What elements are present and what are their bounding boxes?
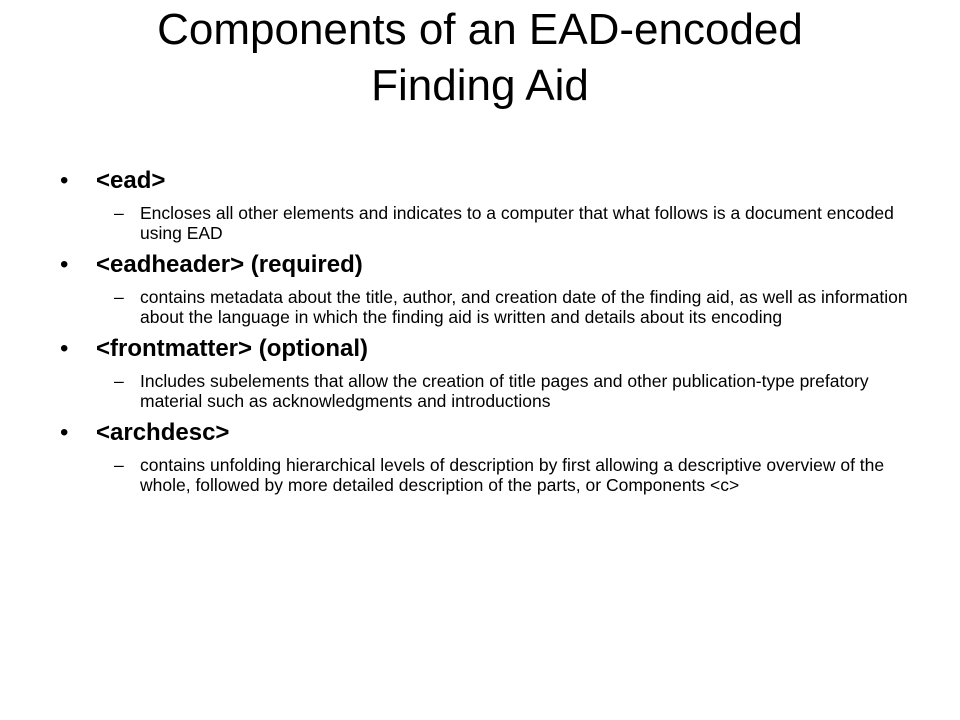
bullet-dot-icon: • bbox=[60, 335, 69, 362]
bullet-dot-icon: • bbox=[60, 251, 69, 278]
bullet-description: contains metadata about the title, author, and creation date of the finding aid, as well as information about the language in which the finding aid is written and details about its encoding bbox=[140, 287, 908, 327]
bullet-item-ead bbox=[56, 166, 916, 243]
bullet-heading: <ead> bbox=[96, 167, 166, 194]
dash-icon: – bbox=[114, 203, 124, 223]
bullet-description: contains unfolding hierarchical levels of description by first allowing a descriptive overview of the whole, followed by more detailed description of the parts, or Components <c> bbox=[140, 455, 885, 495]
bullet-dot-icon: • bbox=[60, 419, 69, 446]
bullet-description: Encloses all other elements and indicates to a computer that what follows is a document encoded using EAD bbox=[140, 203, 894, 243]
bullet-heading: <frontmatter> (optional) bbox=[96, 335, 369, 362]
slide-title-line-2: Finding Aid bbox=[371, 61, 589, 110]
bullet-description: Includes subelements that allow the creation of title pages and other publication-type prefatory material such as acknowledgments and introductions bbox=[140, 371, 869, 411]
bullet-item-archdesc bbox=[56, 418, 916, 495]
bullet-heading: <eadheader> (required) bbox=[96, 251, 363, 278]
slide-title-line-1: Components of an EAD-encoded bbox=[157, 5, 803, 54]
bullet-dot-icon: • bbox=[60, 167, 69, 194]
bullet-item-frontmatter bbox=[56, 334, 916, 411]
slide-title bbox=[40, 2, 920, 114]
bullet-item-eadheader bbox=[56, 250, 916, 327]
bullet-list bbox=[56, 166, 916, 502]
dash-icon: – bbox=[114, 371, 124, 391]
bullet-heading: <archdesc> bbox=[96, 419, 230, 446]
dash-icon: – bbox=[114, 287, 124, 307]
dash-icon: – bbox=[114, 455, 124, 475]
